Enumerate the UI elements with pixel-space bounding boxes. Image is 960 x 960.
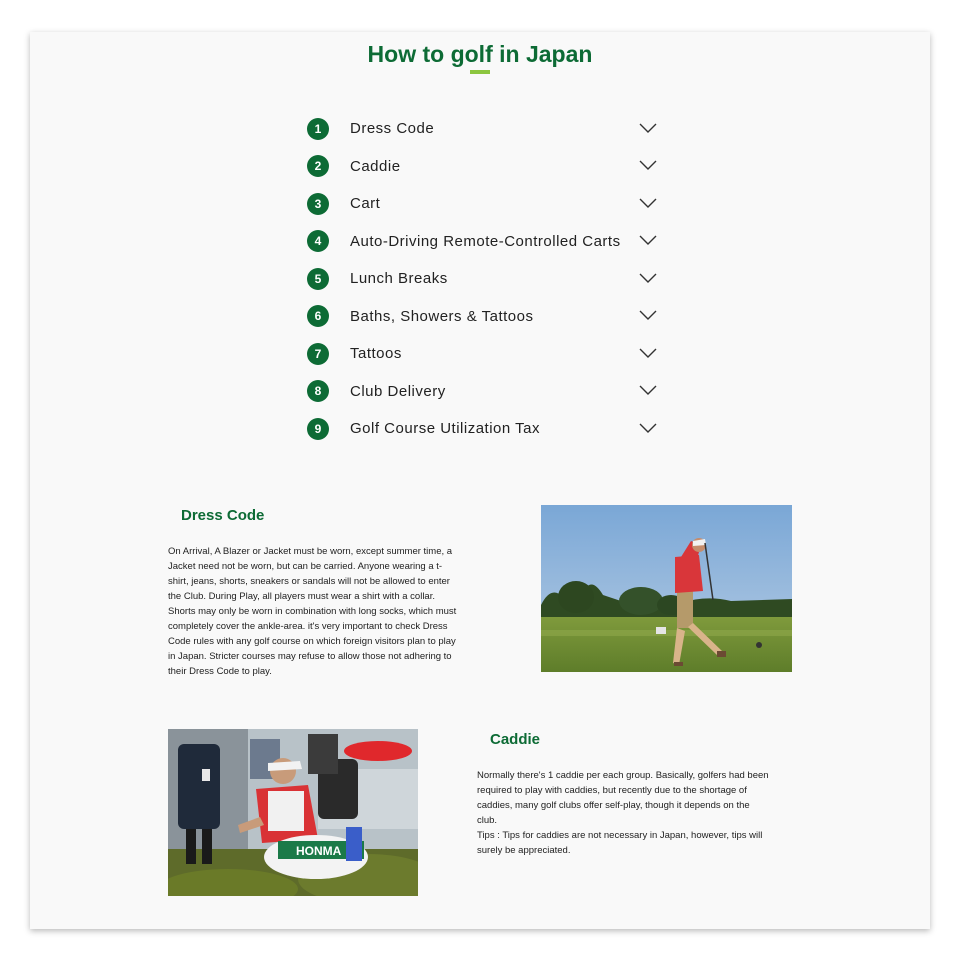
- faq-item-club-delivery[interactable]: [307, 373, 657, 411]
- text-line: On Arrival, A Blazer or Jacket must be worn, except summer time, a: [168, 546, 453, 557]
- text-line: club.: [477, 815, 498, 826]
- faq-number-badge: 6: [307, 305, 329, 327]
- chevron-down-icon[interactable]: [639, 160, 657, 170]
- faq-number-badge: 4: [307, 230, 329, 252]
- text-line: Normally there's 1 caddie per each group. Basically, golfers had been: [477, 770, 769, 781]
- text-line: completely cover the ankle-area. it's very important to check Dress: [168, 621, 448, 632]
- text-line: Shorts may only be worn in combination with long socks, which must: [168, 606, 457, 617]
- text-line: in Japan. Stricter courses may refuse to allow those not adhering to: [168, 651, 452, 662]
- text-line: required to play with caddies, but recently due to the shortage of: [477, 785, 747, 796]
- faq-number-badge: 5: [307, 268, 329, 290]
- golfer-swing-photo: [541, 505, 792, 672]
- faq-item-cart[interactable]: [307, 185, 657, 223]
- text-line: Code rules with any golf course on which foreign visitors plan to play: [168, 636, 456, 647]
- chevron-down-icon[interactable]: [639, 273, 657, 283]
- text-line: their Dress Code to play.: [168, 666, 272, 677]
- faq-item-tattoos[interactable]: [307, 335, 657, 373]
- chevron-down-icon[interactable]: [639, 348, 657, 358]
- faq-item-label: Club Delivery: [350, 382, 446, 400]
- faq-item-label: Golf Course Utilization Tax: [350, 420, 540, 438]
- faq-item-lunch-breaks[interactable]: [307, 260, 657, 298]
- text-line: Jacket need not be worn, but can be carried. Anyone wearing a t-: [168, 561, 443, 572]
- faq-item-label: Tattoos: [350, 345, 402, 363]
- faq-item-label: Baths, Showers & Tattoos: [350, 307, 534, 325]
- text-line: shirt, jeans, shorts, sneakers or sandals will not be allowed to enter: [168, 576, 450, 587]
- text-line: surely be appreciated.: [477, 845, 571, 856]
- caddie-photo: [168, 729, 418, 896]
- faq-item-label: Lunch Breaks: [350, 270, 448, 288]
- dress-code-heading: Dress Code: [181, 507, 265, 524]
- chevron-down-icon[interactable]: [639, 310, 657, 320]
- bag-brand-text: HONMA: [296, 844, 342, 858]
- chevron-down-icon[interactable]: [639, 235, 657, 245]
- faq-accordion: [307, 110, 657, 448]
- chevron-down-icon[interactable]: [639, 423, 657, 433]
- chevron-down-icon[interactable]: [639, 198, 657, 208]
- caddie-text: [477, 768, 807, 858]
- text-line: the Club. During Play, all players must wear a shirt with a collar.: [168, 591, 435, 602]
- faq-number-badge: 8: [307, 380, 329, 402]
- title-underline: [470, 70, 490, 74]
- faq-item-auto-driving-carts[interactable]: [307, 223, 657, 261]
- faq-item-baths-showers[interactable]: [307, 298, 657, 336]
- page-container: [30, 32, 930, 929]
- faq-number-badge: 3: [307, 193, 329, 215]
- dress-code-text: [168, 544, 498, 679]
- faq-item-utilization-tax[interactable]: [307, 410, 657, 448]
- faq-item-dress-code[interactable]: [307, 110, 657, 148]
- faq-item-caddie[interactable]: [307, 148, 657, 186]
- faq-item-label: Caddie: [350, 157, 401, 175]
- faq-number-badge: 9: [307, 418, 329, 440]
- page-title: How to golf in Japan: [367, 41, 593, 67]
- text-line: Tips : Tips for caddies are not necessary in Japan, however, tips will: [477, 830, 763, 841]
- text-line: caddies, many golf clubs offer self-play, though it depends on the: [477, 800, 750, 811]
- faq-number-badge: 7: [307, 343, 329, 365]
- faq-number-badge: 1: [307, 118, 329, 140]
- faq-item-label: Auto-Driving Remote-Controlled Carts: [350, 232, 621, 250]
- chevron-down-icon[interactable]: [639, 123, 657, 133]
- faq-item-label: Cart: [350, 195, 381, 213]
- faq-number-badge: 2: [307, 155, 329, 177]
- caddie-heading: Caddie: [490, 731, 541, 748]
- faq-item-label: Dress Code: [350, 120, 435, 138]
- chevron-down-icon[interactable]: [639, 385, 657, 395]
